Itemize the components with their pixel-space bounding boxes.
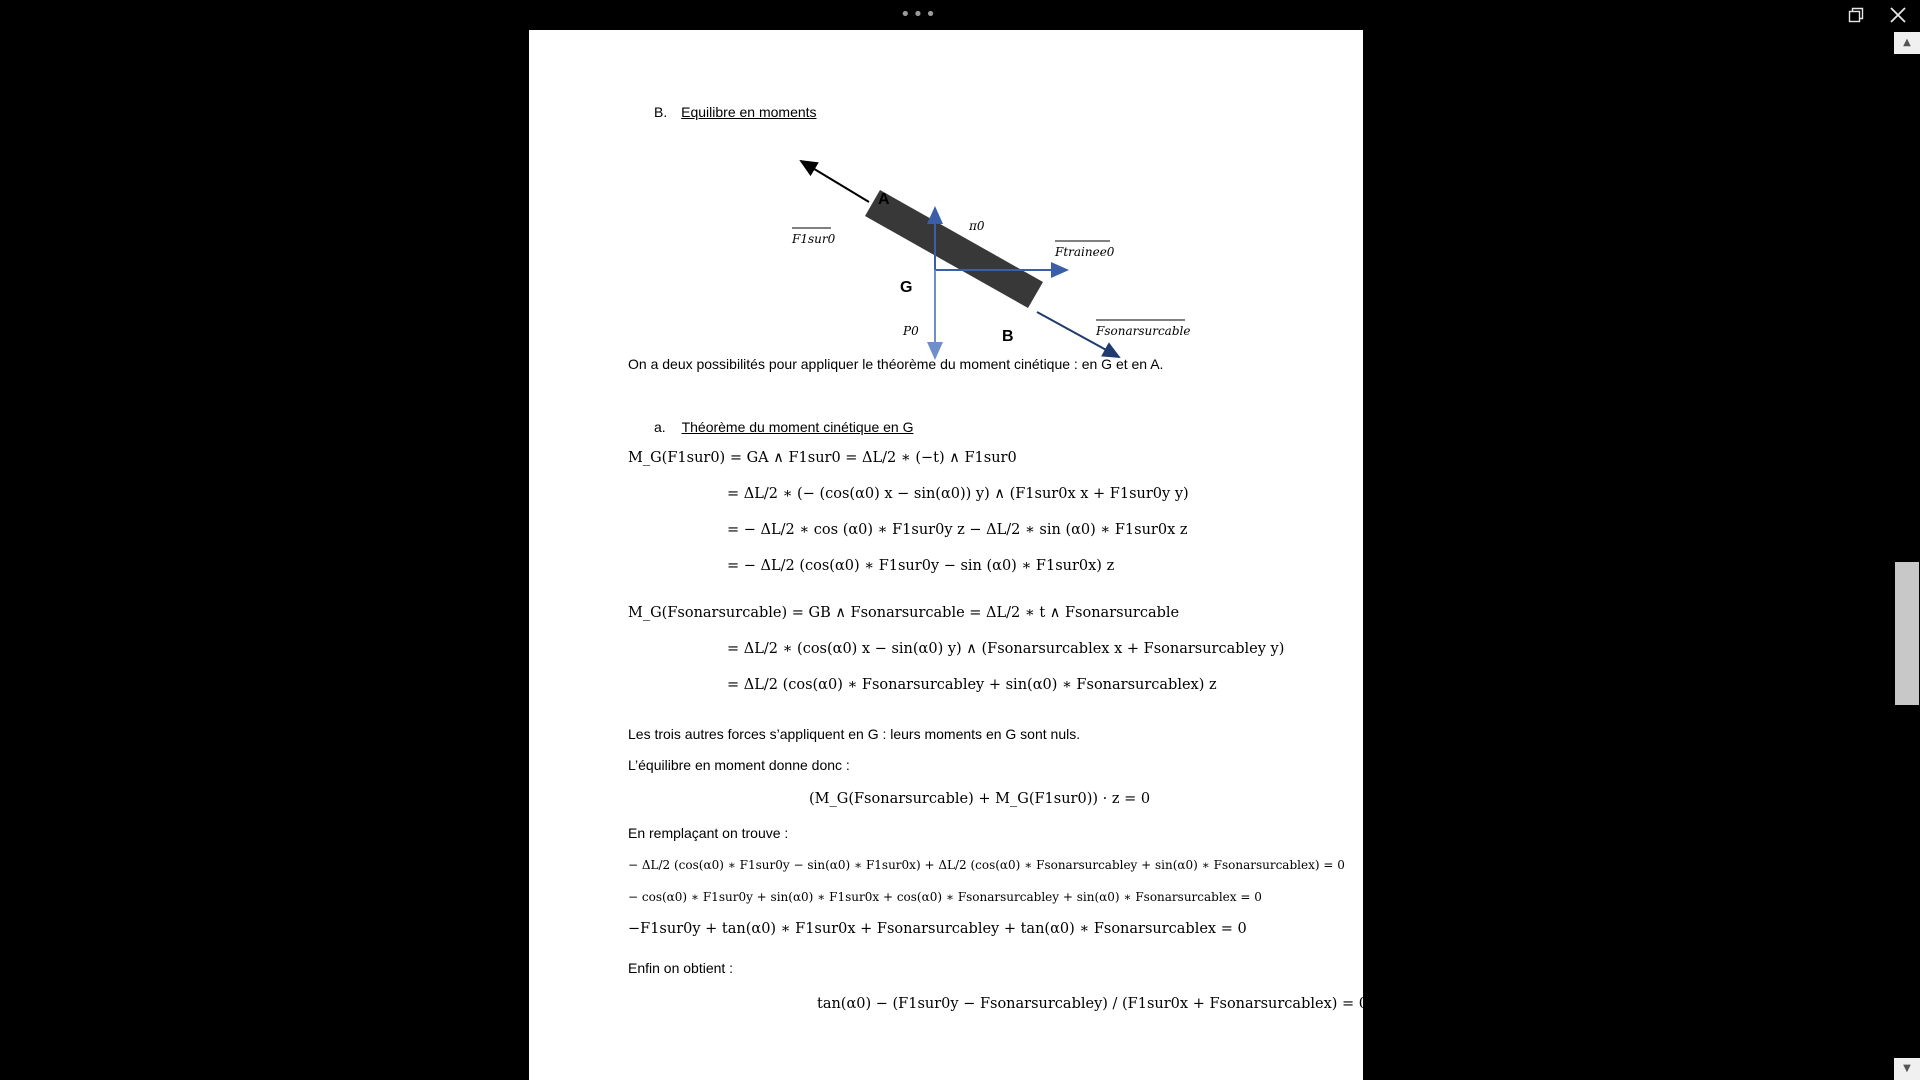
equation-final: tan(α0) − (F1sur0y − Fsonarsurcabley) / (F1sur0x + Fsonarsurcablex) = 0 — [817, 996, 1368, 1012]
equation-substituted-line1: − ΔL/2 (cos(α0) ∗ F1sur0y − sin(α0) ∗ F1sur0x) + ΔL/2 (cos(α0) ∗ Fsonarsurcabley + sin(α0) ∗ Fsonarsurcablex) = 0 — [628, 858, 1345, 872]
scrollbar-thumb[interactable] — [1895, 562, 1919, 705]
vertical-scrollbar[interactable] — [1894, 30, 1920, 1080]
cable-bar — [865, 190, 1043, 308]
equation-moment-fsonar-line3: = ΔL/2 (cos(α0) ∗ Fsonarsurcabley + sin(α0) ∗ Fsonarsurcablex) z — [727, 677, 1217, 693]
label-fsonar: Fsonarsurcable — [1096, 324, 1191, 338]
equation-substituted-line2: − cos(α0) ∗ F1sur0y + sin(α0) ∗ F1sur0x + cos(α0) ∗ Fsonarsurcabley + sin(α0) ∗ Fsonarsurcablex = 0 — [628, 890, 1262, 904]
enfin-paragraph: Enfin on obtient : — [628, 960, 734, 976]
label-f1sur0: F1sur0 — [792, 232, 836, 246]
subsection-letter: a. — [654, 419, 666, 435]
forces-paragraph: Les trois autres forces s’appliquent en G : leurs moments en G sont nuls. — [628, 726, 1081, 742]
equation-moment-fsonar-line2: = ΔL/2 ∗ (cos(α0) x − sin(α0) y) ∧ (Fsonarsurcablex x + Fsonarsurcabley y) — [727, 641, 1285, 657]
triangle-up-icon: ▲ — [1903, 37, 1911, 48]
arrow-f1sur0 — [801, 161, 869, 202]
document-page — [529, 30, 1368, 1080]
equation-moment-f1-line2: = ΔL/2 ∗ (− (cos(α0) x − sin(α0)) y) ∧ (F1sur0x x + F1sur0y y) — [727, 486, 1189, 502]
label-ftrainee: Ftrainee0 — [1055, 245, 1115, 259]
intro-paragraph: On a deux possibilités pour appliquer le théorème du moment cinétique : en G et en A. — [628, 356, 1164, 372]
equilibre-paragraph: L’équilibre en moment donne donc : — [628, 757, 850, 773]
close-icon — [1890, 7, 1906, 23]
section-heading — [654, 104, 817, 120]
restore-button[interactable] — [1836, 2, 1876, 28]
force-diagram — [789, 130, 1191, 370]
label-point-a: A — [878, 191, 890, 208]
equation-equilibre: (M_G(Fsonarsurcable) + M_G(F1sur0)) · z = 0 — [809, 791, 1151, 807]
equation-substituted-line3: −F1sur0y + tan(α0) ∗ F1sur0x + Fsonarsurcabley + tan(α0) ∗ Fsonarsurcablex = 0 — [628, 921, 1247, 937]
section-letter: B. — [654, 104, 668, 120]
subsection-title: Théorème du moment cinétique en G — [681, 419, 914, 435]
equation-moment-fsonar-line1: M_G(Fsonarsurcable) = GB ∧ Fsonarsurcable = ΔL/2 ∗ t ∧ Fsonarsurcable — [628, 605, 1180, 621]
close-button[interactable] — [1878, 2, 1918, 28]
label-pi0: π0 — [969, 219, 985, 233]
label-point-b: B — [1002, 328, 1014, 345]
equation-moment-f1-line1: M_G(F1sur0) = GA ∧ F1sur0 = ΔL/2 ∗ (−t) ∧ F1sur0 — [628, 450, 1017, 466]
equation-moment-f1-line3: = − ΔL/2 ∗ cos (α0) ∗ F1sur0y z − ΔL/2 ∗ sin (α0) ∗ F1sur0x z — [727, 522, 1188, 538]
subsection-heading — [654, 419, 913, 435]
label-p0: P0 — [903, 324, 919, 338]
remplacant-paragraph: En remplaçant on trouve : — [628, 825, 789, 841]
title-bar — [0, 0, 1920, 30]
triangle-down-icon: ▼ — [1903, 1063, 1911, 1074]
section-title: Equilibre en moments — [681, 104, 817, 120]
scroll-up-button[interactable] — [1894, 32, 1920, 54]
drag-handle-icon[interactable]: ••• — [900, 4, 938, 25]
label-point-g: G — [900, 279, 913, 296]
scroll-down-button[interactable] — [1894, 1058, 1920, 1080]
restore-icon — [1848, 7, 1864, 23]
equation-moment-f1-line4: = − ΔL/2 (cos(α0) ∗ F1sur0y − sin (α0) ∗ F1sur0x) z — [727, 558, 1115, 574]
